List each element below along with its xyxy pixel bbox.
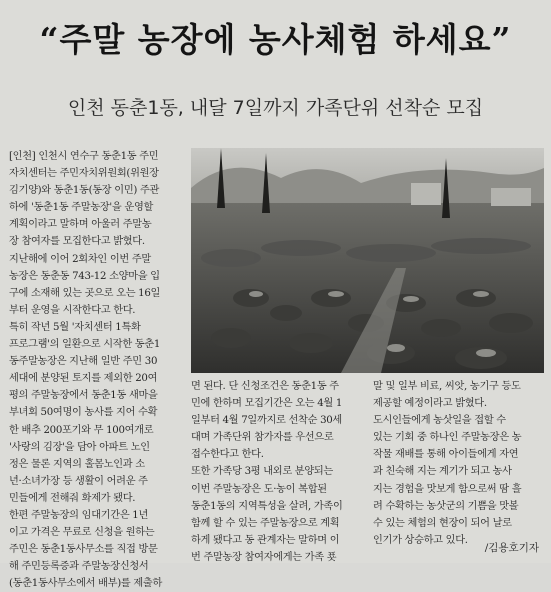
article-line: 도시인들에게 농삿일을 접할 수 — [373, 415, 506, 427]
article-line: 자치센터는 주민자치위원회(위원장 — [9, 168, 159, 180]
article-line: 번 주말농장 참여자에게는 가족 푯 — [191, 551, 337, 563]
article-line: 말 및 일부 비료, 씨앗, 농기구 등도 — [373, 381, 521, 392]
article-line: 계획이라고 말하며 아울러 주말농 — [9, 219, 152, 231]
article-line: 년·소녀가장 등 생활이 어려운 주 — [9, 475, 148, 487]
subheadline: 인천 동춘1동, 내달 7일까지 가족단위 선착순 모집 — [67, 97, 484, 119]
article-column-2 — [191, 378, 369, 566]
headline: “주말 농장에 농사체험 하세요” — [39, 20, 512, 59]
article-line: 접수한다고 한다. — [191, 449, 264, 461]
article-line: 정은 물론 지역의 홀몸노인과 소 — [9, 458, 145, 470]
article-line: 농장은 동춘동 743-12 소양마을 입 — [9, 270, 160, 282]
article-line: 면 된다. 단 신청조건은 동춘1동 주 — [191, 381, 339, 392]
article-line: 구에 소재해 있는 곳으로 오는 16일 — [9, 287, 161, 299]
article-line: 수 있는 체험의 현장이 되어 날로 — [373, 517, 512, 529]
article-line: 프로그램'의 일환으로 시작한 동춘1 — [9, 339, 161, 351]
article-line: 주민은 동춘1동사무소를 직접 방문 — [9, 544, 158, 556]
article-line: 하에 '동춘1동 주말농장'을 운영할 — [9, 202, 154, 214]
article-line: 한편 주말농장의 임대기간은 1년 — [9, 509, 149, 521]
article-line: 한 배추 200포기와 무 100여개로 — [9, 424, 154, 436]
article-line: 특히 작년 5월 '자치센터 1특화 — [9, 321, 141, 333]
article-line: 부녀회 50여명이 농사를 지어 수확 — [9, 407, 158, 419]
farm-photo — [191, 148, 544, 373]
article-line: 있는 기회 중 하나인 주말농장은 농 — [373, 432, 522, 444]
article-line: 동춘1동의 지역특성을 살려, 가족이 — [191, 500, 343, 512]
article-line: [인천] 인천시 연수구 동춘1동 주민 — [9, 151, 159, 162]
article-column-3 — [373, 378, 545, 549]
article-line: 대며 가족단위 참가자를 우선으로 — [191, 432, 334, 444]
article-line: 제공할 예정이라고 밝혔다. — [373, 398, 487, 410]
article-line: 김기양)와 동춘1동(동장 이민) 주관 — [9, 185, 160, 197]
article-line: 민들에게 전해줘 화제가 됐다. — [9, 492, 136, 504]
article-line: 해 주민등록증과 주말농장신청서 — [9, 561, 149, 573]
article-line: 이고 가격은 무료로 신청을 원하는 — [9, 527, 155, 539]
article-line: 지난해에 이어 2회차인 이번 주말 — [9, 253, 151, 265]
article-line: 작물 재배를 통해 아이들에게 자연 — [373, 449, 519, 461]
article-line: 이번 주말농장은 도·농이 복합된 — [191, 483, 327, 495]
article-line: 지는 경험을 맛보게 함으로써 땀 흘 — [373, 483, 522, 495]
byline: /김용호기자 — [484, 542, 539, 554]
article-line: 세대에 분양된 토지를 제외한 20여 — [9, 373, 158, 385]
article-line: 함께 할 수 있는 주말농장으로 계획 — [191, 517, 340, 529]
article-line: 장 참여자를 모집한다고 밝혔다. — [9, 236, 145, 248]
article-line: 려 수확하는 농삿군의 기쁨을 맛볼 — [373, 500, 519, 512]
article-line: 동주말농장은 지난해 일반 주민 30 — [9, 356, 158, 368]
article-line: (동춘1동사무소에서 배부)를 제출하 — [9, 578, 162, 590]
article-line: '사랑의 김장'을 담아 아파트 노인 — [9, 441, 150, 453]
article-line: 부터 운영을 시작한다고 한다. — [9, 304, 136, 316]
article-line: 하게 됐다고 동 관계자는 말하며 이 — [191, 534, 340, 546]
article-line: 인기가 상승하고 있다. — [373, 534, 468, 546]
article-column-1 — [9, 148, 187, 592]
article-line: 과 친숙해 지는 계기가 되고 농사 — [373, 466, 512, 478]
article-line: 민에 한하며 모집기간은 오는 4월 1 — [191, 398, 343, 410]
article-line: 평의 주말농장에서 동춘1동 새마을 — [9, 390, 158, 402]
article-line: 일부터 4월 7일까지로 선착순 30세 — [191, 415, 342, 427]
article-line: 또한 가족당 3평 내외로 분양되는 — [191, 466, 333, 478]
